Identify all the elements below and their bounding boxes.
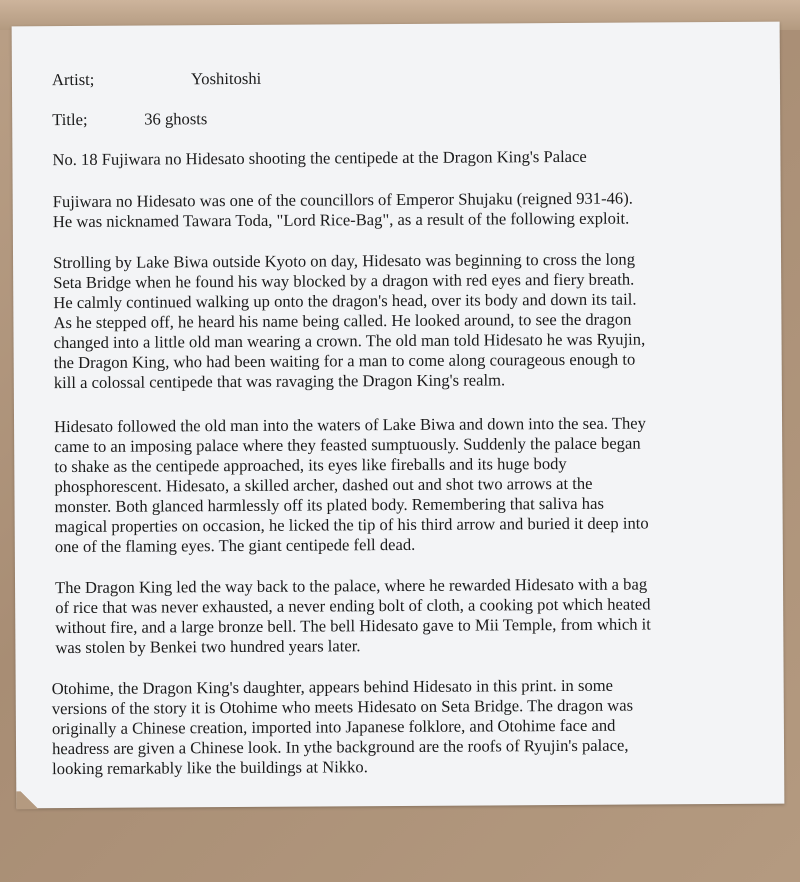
text-line: Hidesato followed the old man into the waters of Lake Biwa and down into the sea. They xyxy=(54,413,646,437)
artist-label: Artist; xyxy=(51,69,95,90)
text-line: Fujiwara no Hidesato was one of the councillors of Emperor Shujaku (reigned 931-46). xyxy=(52,188,633,212)
text-line: Otohime, the Dragon King's daughter, appears behind Hidesato in this print. in some xyxy=(51,675,614,699)
text-line: headress are given a Chinese look. In ythe background are the roofs of Ryujin's palace, xyxy=(51,735,629,759)
title-value: 36 ghosts xyxy=(144,109,208,129)
paragraph-3 xyxy=(54,413,649,557)
text-line: originally a Chinese creation, imported into Japanese folklore, and Otohime face and xyxy=(51,715,616,739)
text-line: of rice that was never exhausted, a never ending bolt of cloth, a cooking pot which heated xyxy=(55,594,651,618)
text-line: He calmly continued walking up onto the dragon's head, over its body and down its tail. xyxy=(53,289,637,313)
text-line: came to an imposing palace where they feasted sumptuously. Suddenly the palace began xyxy=(54,433,641,457)
text-line: Strolling by Lake Biwa outside Kyoto on day, Hidesato was beginning to cross the long xyxy=(53,249,636,273)
text-line: magical properties on occasion, he licked the tip of his third arrow and buried it deep into xyxy=(54,513,649,537)
text-line: changed into a little old man wearing a crown. The old man told Hidesato he was Ryujin, xyxy=(53,329,646,353)
artist-value: Yoshitoshi xyxy=(190,68,262,89)
text-line: was stolen by Benkei two hundred years later. xyxy=(55,636,361,658)
title-label: Title; xyxy=(52,109,88,130)
text-line: without fire, and a large bronze bell. The bell Hidesato gave to Mii Temple, from which it xyxy=(55,614,651,638)
text-line: looking remarkably like the buildings at Nikko. xyxy=(52,757,368,779)
text-line: phosphorescent. Hidesato, a skilled archer, dashed out and shot two arrows at the xyxy=(54,473,593,497)
text-line: The Dragon King led the way back to the palace, where he rewarded Hidesato with a bag xyxy=(54,574,648,598)
paragraph-2 xyxy=(53,249,646,393)
text-line: the Dragon King, who had been waiting for a man to come along courageous enough to xyxy=(53,349,636,373)
text-line: to shake as the centipede approached, its eyes like fireballs and its huge body xyxy=(54,453,567,477)
paragraph-1 xyxy=(53,189,633,233)
text-line: As he stepped off, he heard his name being called. He looked around, to see the dragon xyxy=(53,309,632,333)
text-line: Seta Bridge when he found his way blocked by a dragon with red eyes and fiery breath. xyxy=(53,269,635,293)
document-page xyxy=(12,22,785,809)
text-line: monster. Both glanced harmlessly off its plated body. Remembering that saliva has xyxy=(54,493,604,517)
paragraph-5 xyxy=(52,676,634,780)
text-line: He was nicknamed Tawara Toda, "Lord Rice-Bag", as a result of the following exploit. xyxy=(52,208,630,232)
text-line: one of the flaming eyes. The giant centipede fell dead. xyxy=(54,534,416,557)
paragraph-4 xyxy=(55,574,651,658)
print-heading: No. 18 Fujiwara no Hidesato shooting the centipede at the Dragon King's Palace xyxy=(52,146,587,170)
text-line: versions of the story it is Otohime who meets Hidesato on Seta Bridge. The dragon was xyxy=(51,695,634,719)
text-line: kill a colossal centipede that was ravaging the Dragon King's realm. xyxy=(53,370,506,393)
